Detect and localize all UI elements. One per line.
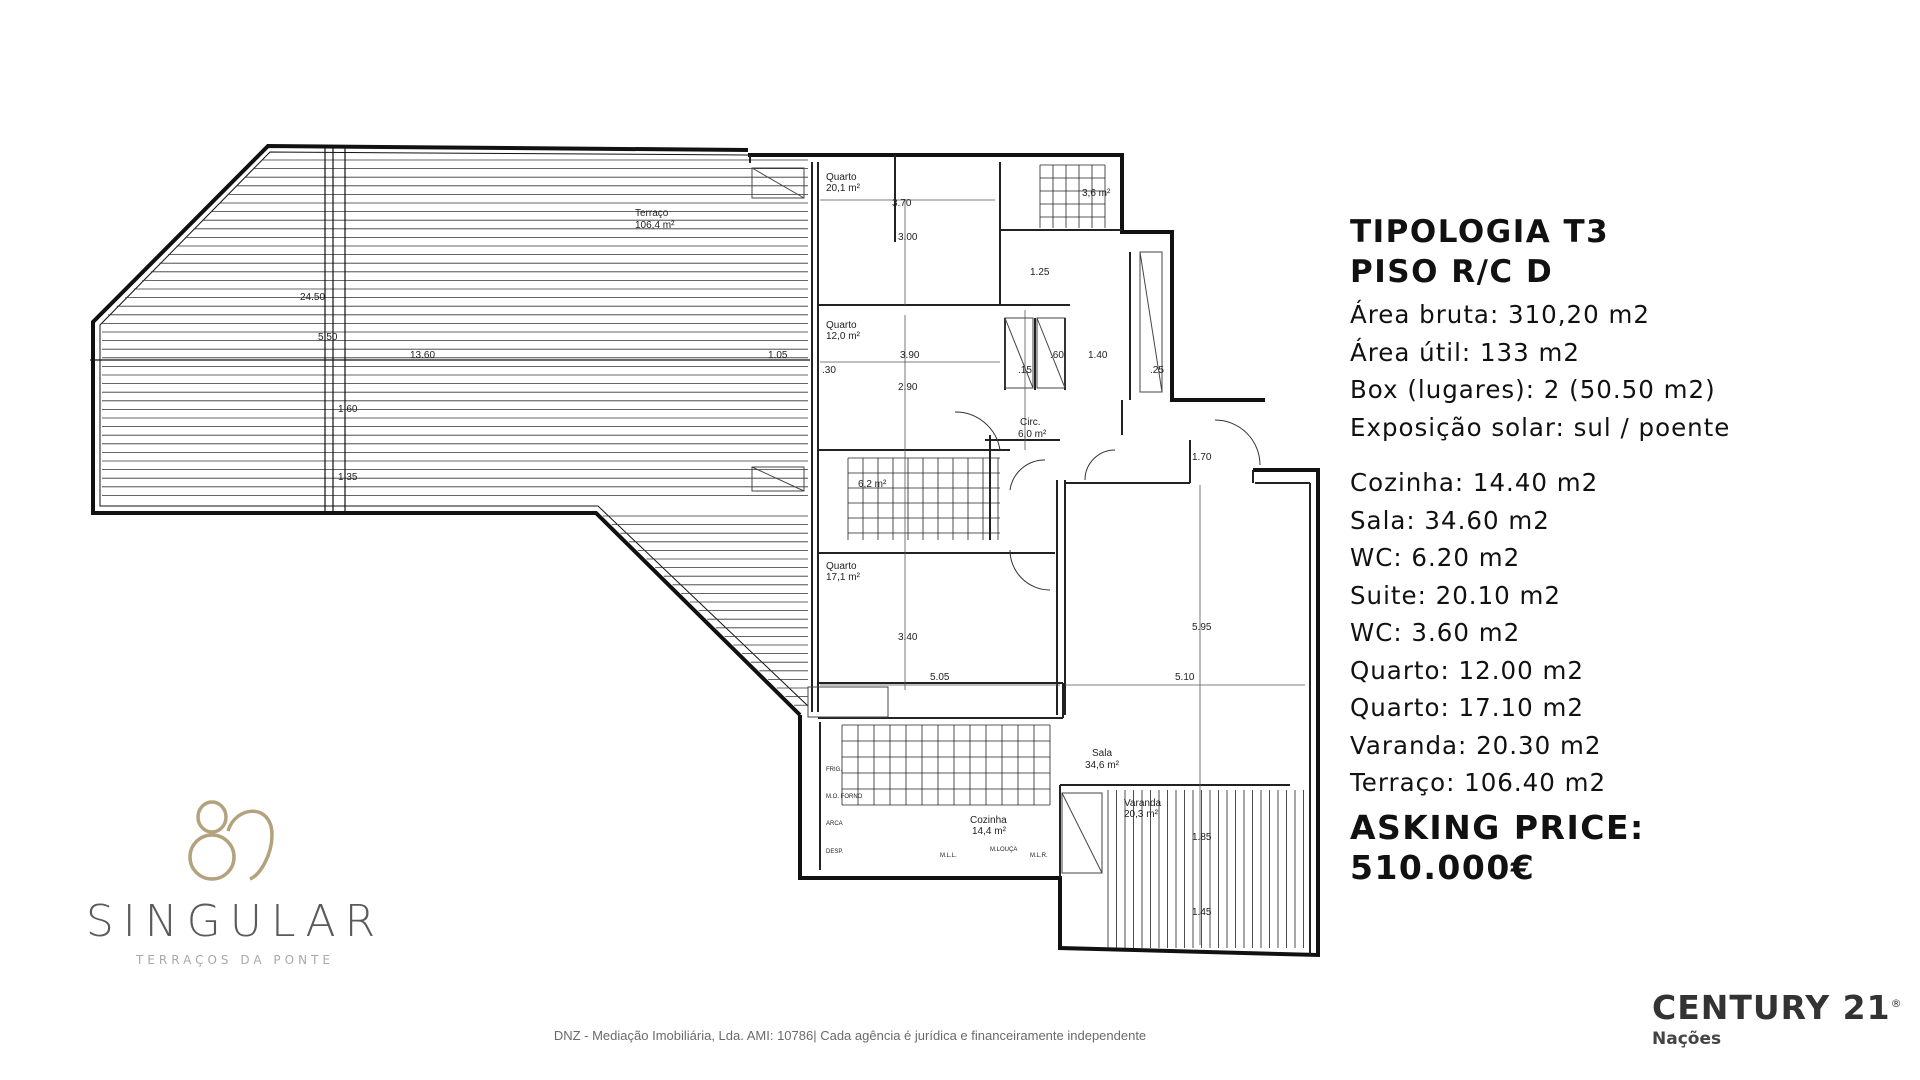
quarto-suite-label: Quarto xyxy=(826,172,857,183)
terrace-outline xyxy=(93,146,808,715)
dim-terrace-gap: 1.05 xyxy=(768,350,788,361)
singular-logo xyxy=(65,795,405,967)
wc-1-area: 6,2 m² xyxy=(858,479,887,490)
quarto-2-label: Quarto xyxy=(826,320,857,331)
dim-quarto-depth: 3.00 xyxy=(898,232,918,243)
room-wc-2: WC: 3.60 m2 xyxy=(1350,618,1521,647)
mll-label: M.L.L. xyxy=(940,853,957,859)
room-sala: Sala: 34.60 m2 xyxy=(1350,505,1550,535)
dim-circ-1: 1.70 xyxy=(1192,452,1212,463)
box-lugares: Box (lugares): 2 (50.50 m2) xyxy=(1350,375,1716,404)
varanda-area: 20,3 m² xyxy=(1124,809,1158,820)
dim-varanda-depth1: 1.85 xyxy=(1192,832,1212,843)
room-quarto-1: Quarto: 12.00 m2 xyxy=(1350,655,1584,685)
room-cozinha: Cozinha: 14.40 m2 xyxy=(1350,468,1599,497)
floor-title: PISO R/C D xyxy=(1350,254,1554,290)
registered-mark: ® xyxy=(1890,997,1903,1010)
room-terraco: Terraço: 106.40 m2 xyxy=(1350,768,1607,797)
agency-name: CENTURY 21® xyxy=(1652,988,1903,1027)
forno-label: M.O. FORNO xyxy=(826,794,863,800)
room-wc-1: WC: 6.20 m2 xyxy=(1350,543,1521,572)
mlouca-label: M.LOUÇA xyxy=(990,847,1018,853)
agency-branch: Nações xyxy=(1652,1029,1722,1049)
property-info-panel xyxy=(1350,212,1890,888)
wc-2-area: 3,6 m² xyxy=(1082,188,1111,199)
dim-quarto-width: 3.70 xyxy=(892,198,912,209)
singular-monogram-icon xyxy=(180,795,290,885)
room-quarto-2: Quarto: 17.10 m2 xyxy=(1350,693,1584,722)
varanda-label: Varanda xyxy=(1124,798,1162,809)
terrace-boards xyxy=(102,160,808,495)
room-varanda: Varanda: 20.30 m2 xyxy=(1350,730,1602,760)
dim-30: .30 xyxy=(822,365,836,376)
desp-label: DESP. xyxy=(826,849,844,855)
dim-15: .15 xyxy=(1018,365,1032,376)
terrace-area: 106,4 m² xyxy=(635,220,675,231)
dim-sala-width: 5.10 xyxy=(1175,672,1195,683)
dim-terrace-3: 5.50 xyxy=(318,332,338,343)
cozinha-label: Cozinha xyxy=(970,815,1007,826)
dim-quarto2-depth: 2.90 xyxy=(898,382,918,393)
dim-circ-2: 1.40 xyxy=(1088,350,1108,361)
dim-terrace-1: 1.60 xyxy=(338,404,358,415)
quarto-2-area: 12,0 m² xyxy=(826,331,860,342)
circ-label: Circ. xyxy=(1020,417,1041,428)
room-suite: Suite: 20.10 m2 xyxy=(1350,580,1561,610)
exposicao-solar: Exposição solar: sul / poente xyxy=(1350,412,1731,442)
cozinha-area: 14,4 m² xyxy=(972,826,1006,837)
plan-labels xyxy=(635,172,1162,859)
kitchen-tiles xyxy=(842,725,1050,805)
dim-quarto2-width: 3.90 xyxy=(900,350,920,361)
dim-terrace-4: 24.50 xyxy=(300,292,326,303)
dim-quarto3-depth: 3.40 xyxy=(898,632,918,643)
sala-label: Sala xyxy=(1092,748,1113,759)
door-swings xyxy=(955,412,1260,590)
dim-terrace-width: 13.60 xyxy=(410,350,436,361)
typology-title: TIPOLOGIA T3 xyxy=(1350,214,1610,250)
dim-quarto3-width: 5.05 xyxy=(930,672,950,683)
asking-price-label: ASKING PRICE: xyxy=(1350,807,1645,847)
arca-label: ARCA xyxy=(826,821,843,827)
dim-25: .25 xyxy=(1150,365,1164,376)
singular-brand-subtitle: TERRAÇOS DA PONTE xyxy=(136,953,334,967)
wc-tiles-large xyxy=(848,458,1000,540)
singular-brand-name: SINGULAR xyxy=(85,896,385,947)
sala-area: 34,6 m² xyxy=(1085,760,1119,771)
area-util: Área útil: 133 m2 xyxy=(1350,337,1580,367)
circ-area: 6,0 m² xyxy=(1018,429,1047,440)
legal-footer: DNZ - Mediação Imobiliária, Lda. AMI: 10786| Cada agência é jurídica e financeiramente independente xyxy=(553,1028,1147,1043)
dim-sala-depth: 5.95 xyxy=(1192,622,1212,633)
terrace-label: Terraço xyxy=(635,208,669,219)
area-bruta: Área bruta: 310,20 m2 xyxy=(1350,300,1650,329)
asking-price-value: 510.000€ xyxy=(1350,847,1536,887)
dim-terrace-2: 1.35 xyxy=(338,472,358,483)
dim-60: .60 xyxy=(1050,350,1064,361)
quarto-suite-area: 20,1 m² xyxy=(826,183,860,194)
dim-varanda-depth2: 1.45 xyxy=(1192,907,1212,918)
dim-wc-depth: 1.25 xyxy=(1030,267,1050,278)
quarto-3-area: 17,1 m² xyxy=(826,572,860,583)
quarto-3-label: Quarto xyxy=(826,561,857,572)
frig-label: FRIG. xyxy=(826,767,842,773)
mlr-label: M.L.R. xyxy=(1030,853,1048,859)
